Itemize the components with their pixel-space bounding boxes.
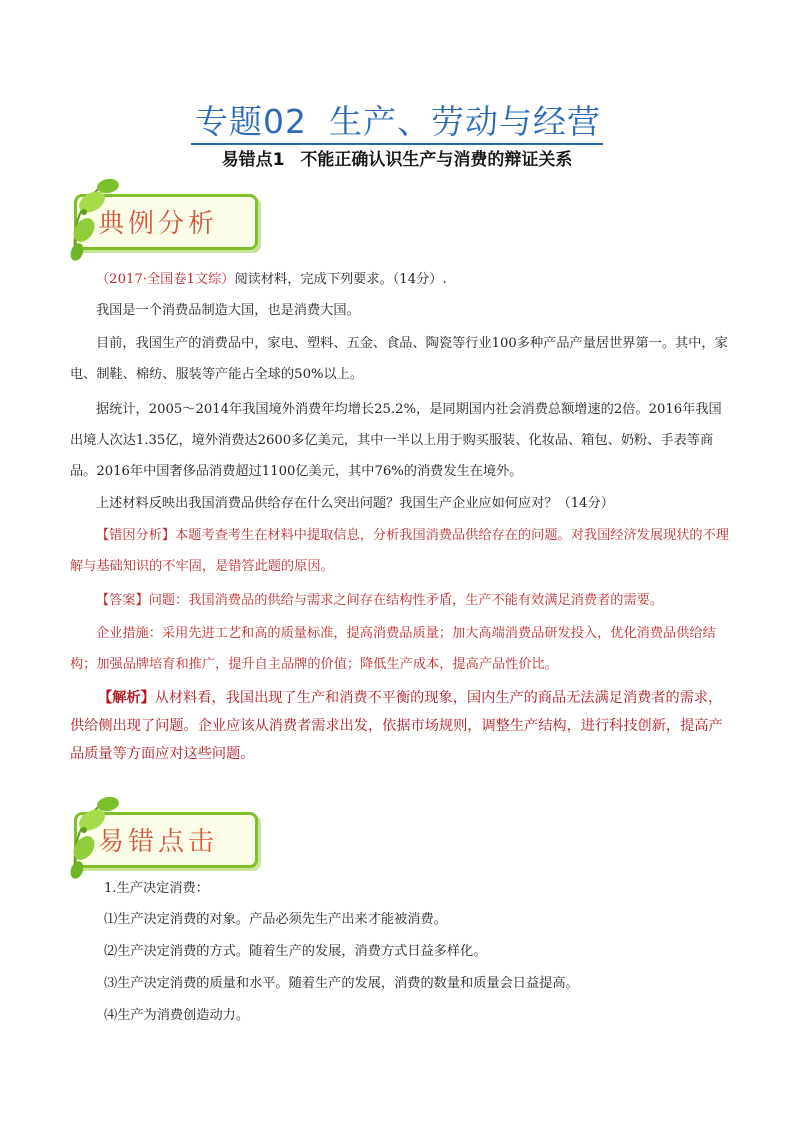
error-analysis-label: 【错因分析】 <box>96 528 176 543</box>
section-banner-tips <box>62 790 262 882</box>
material-paragraph-3: 据统计，2005～2014年我国境外消费年均增长25.2%，是同期国内社会消费总额增速的2倍。2016年我国出境人次达1.35亿，境外消费达2600多亿美元，其中一半以上用于购买服装、化妆品、箱包、奶粉、手表等商品。2016年中国奢侈品消费超过1100亿美元，其中76%的消费发生在境外。 <box>70 402 722 479</box>
section-banner-examples <box>62 172 262 264</box>
page-title <box>0 96 794 143</box>
error-analysis <box>70 520 730 582</box>
answer-text: 问题：我国消费品的供给与需求之间存在结构性矛盾，生产不能有效满足消费者的需要。 <box>148 593 664 608</box>
list-item: ⑵生产决定消费的方式。随着生产的发展，消费方式日益多样化。 <box>104 944 487 959</box>
list-item: ⑷生产为消费创造动力。 <box>104 1008 250 1023</box>
topic-name: 生产、劳动与经营 <box>329 102 601 141</box>
question-intro <box>70 264 730 295</box>
error-analysis-text: 本题考查考生在材料中提取信息，分析我国消费品供给存在的问题。对我国经济发展现状的不理解与基础知识的不牢固，是错答此题的原因。 <box>70 528 729 574</box>
answer-label: 【答案】 <box>96 593 149 608</box>
topic-number: 专题02 <box>193 102 309 145</box>
question-text: 上述材料反映出我国消费品供给存在什么突出问题？我国生产企业应如何应对？（14分） <box>96 496 614 511</box>
material-paragraph-1: 我国是一个消费品制造大国，也是消费大国。 <box>96 303 360 318</box>
subtitle <box>0 145 794 170</box>
list-heading: 1.生产决定消费： <box>104 881 209 896</box>
answer <box>70 585 730 616</box>
material-paragraph-2: 目前，我国生产的消费品中，家电、塑料、五金、食品、陶瓷等行业100多种产品产量居世界第一。其中，家电、制鞋、棉纺、服装等产能占全球的50%以上。 <box>70 336 728 382</box>
subtitle-text: 不能正确认识生产与消费的辩证关系 <box>300 150 573 170</box>
analysis <box>70 684 730 768</box>
list-item: ⑴生产决定消费的对象。产品必须先生产出来才能被消费。 <box>104 912 447 927</box>
analysis-label: 【解析】 <box>98 690 155 706</box>
banner-label: 典例分析 <box>98 209 219 239</box>
question-instruction: 阅读材料，完成下列要求。（14分）. <box>234 272 447 287</box>
banner-label: 易错点击 <box>98 827 219 857</box>
answer-measures: 企业措施：采用先进工艺和高的质量标准，提高消费品质量；加大高端消费品研发投入，优化消费品供给结构；加强品牌培育和推广，提升自主品牌的价值；降低生产成本，提高产品性价比。 <box>70 626 716 672</box>
subtitle-label: 易错点1 <box>221 150 285 170</box>
analysis-text: 从材料看，我国出现了生产和消费不平衡的现象，国内生产的商品无法满足消费者的需求，供给侧出现了问题。企业应该从消费者需求出发，依据市场规则，调整生产结构，进行科技创新，提高产品质量等方面应对这些问题。 <box>70 690 723 762</box>
question-source: （2017·全国卷1文综） <box>96 272 235 287</box>
list-item: ⑶生产决定消费的质量和水平。随着生产的发展，消费的数量和质量会日益提高。 <box>104 976 579 991</box>
